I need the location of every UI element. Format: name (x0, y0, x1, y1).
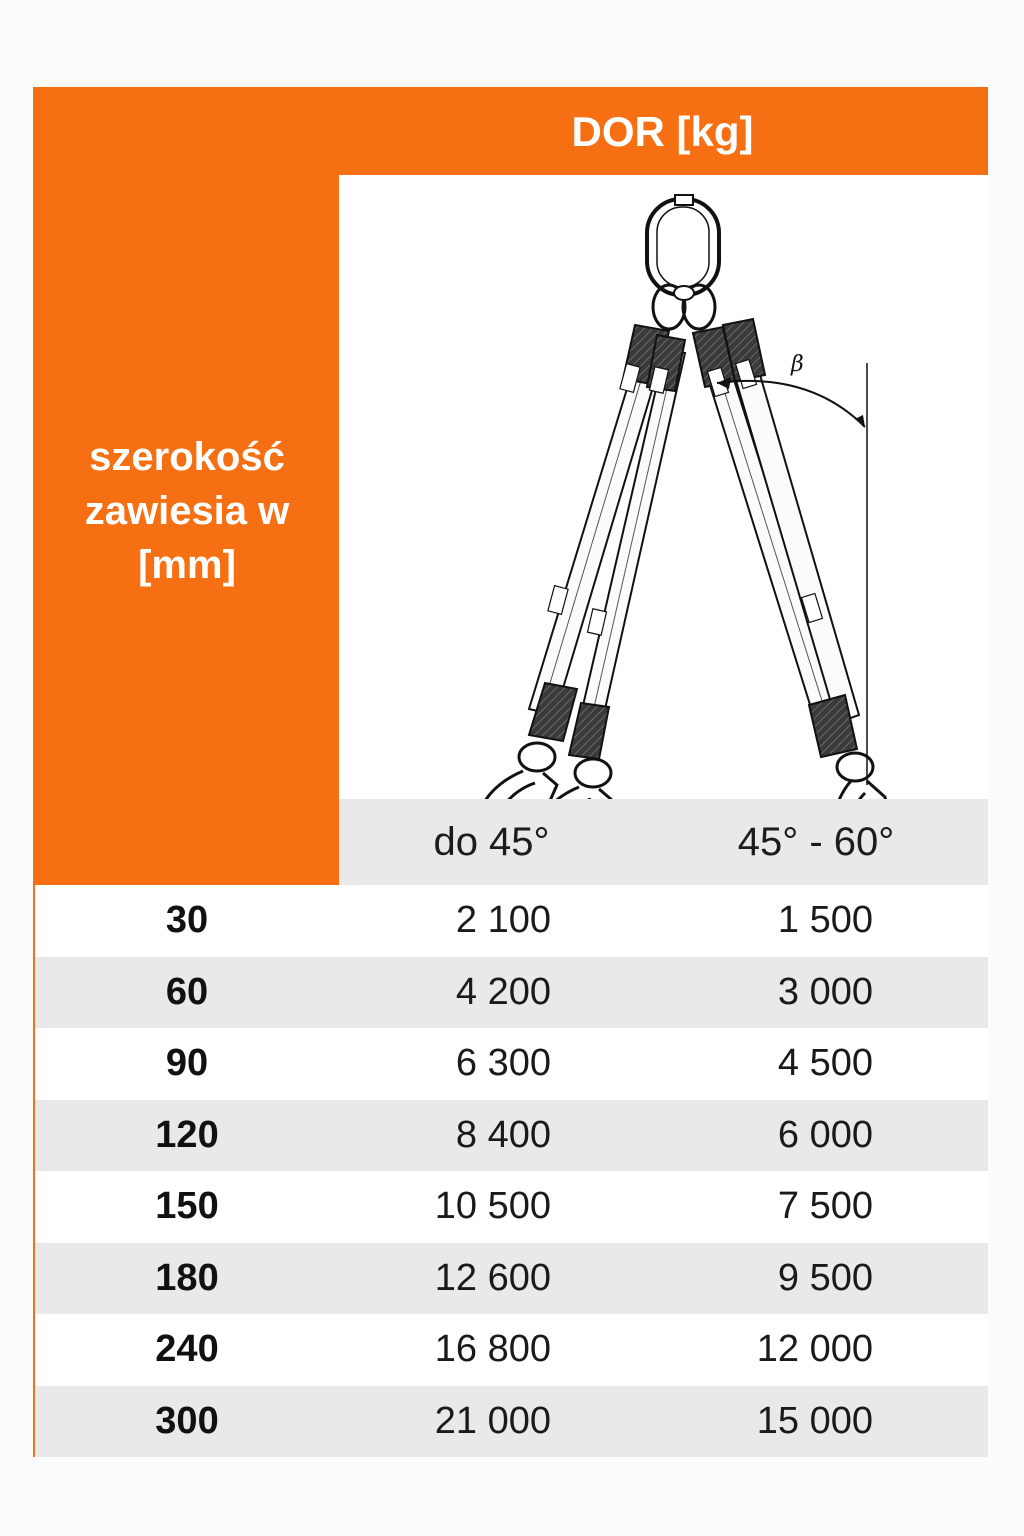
capacity-cell-60: 6 000 (777, 1113, 873, 1156)
two-leg-sling-drawing (339, 175, 988, 799)
capacity-cell-60: 9 500 (777, 1256, 873, 1299)
sling-illustration (339, 175, 988, 799)
table-body (35, 885, 988, 1457)
table-row (35, 1243, 988, 1315)
width-cell: 180 (155, 1256, 219, 1299)
angle-beta-label: β (791, 352, 804, 377)
load-table (33, 87, 988, 1457)
master-link (647, 199, 719, 295)
table-row (35, 885, 988, 957)
hook-left-1 (478, 743, 557, 799)
table-title: DOR [kg] (571, 108, 754, 155)
right-leg (693, 319, 859, 757)
table-row (35, 957, 988, 1029)
width-cell: 300 (155, 1399, 219, 1442)
capacity-cell-45: 16 800 (434, 1328, 551, 1371)
table-row (35, 1028, 988, 1100)
table-row (35, 1314, 988, 1386)
hook-right (834, 753, 903, 799)
capacity-cell-45: 21 000 (434, 1399, 551, 1442)
capacity-cell-45: 8 400 (455, 1113, 551, 1156)
capacity-cell-60: 15 000 (756, 1399, 873, 1442)
angle-col-1: do 45° (433, 819, 550, 864)
width-cell: 240 (155, 1328, 219, 1371)
capacity-cell-60: 4 500 (777, 1042, 873, 1085)
table-row (35, 1171, 988, 1243)
width-cell: 150 (155, 1185, 219, 1228)
capacity-cell-60: 7 500 (777, 1185, 873, 1228)
table-row (35, 1386, 988, 1458)
capacity-cell-45: 6 300 (455, 1042, 551, 1085)
width-cell: 30 (165, 899, 209, 942)
angle-col-2: 45° - 60° (737, 819, 895, 864)
capacity-cell-45: 4 200 (455, 970, 551, 1013)
table-row (35, 1100, 988, 1172)
hook-left-2 (534, 759, 613, 799)
width-cell: 120 (155, 1113, 219, 1156)
width-cell: 60 (165, 970, 209, 1013)
capacity-cell-60: 12 000 (756, 1328, 873, 1371)
capacity-cell-45: 12 600 (434, 1256, 551, 1299)
capacity-cell-60: 3 000 (777, 970, 873, 1013)
capacity-cell-45: 10 500 (434, 1185, 551, 1228)
capacity-cell-60: 1 500 (777, 899, 873, 942)
width-header-cell (35, 175, 339, 885)
width-cell: 90 (165, 1042, 209, 1085)
width-header-label: szerokość zawiesia w [mm] (84, 435, 290, 587)
capacity-cell-45: 2 100 (455, 899, 551, 942)
angle-header-row (339, 799, 988, 885)
